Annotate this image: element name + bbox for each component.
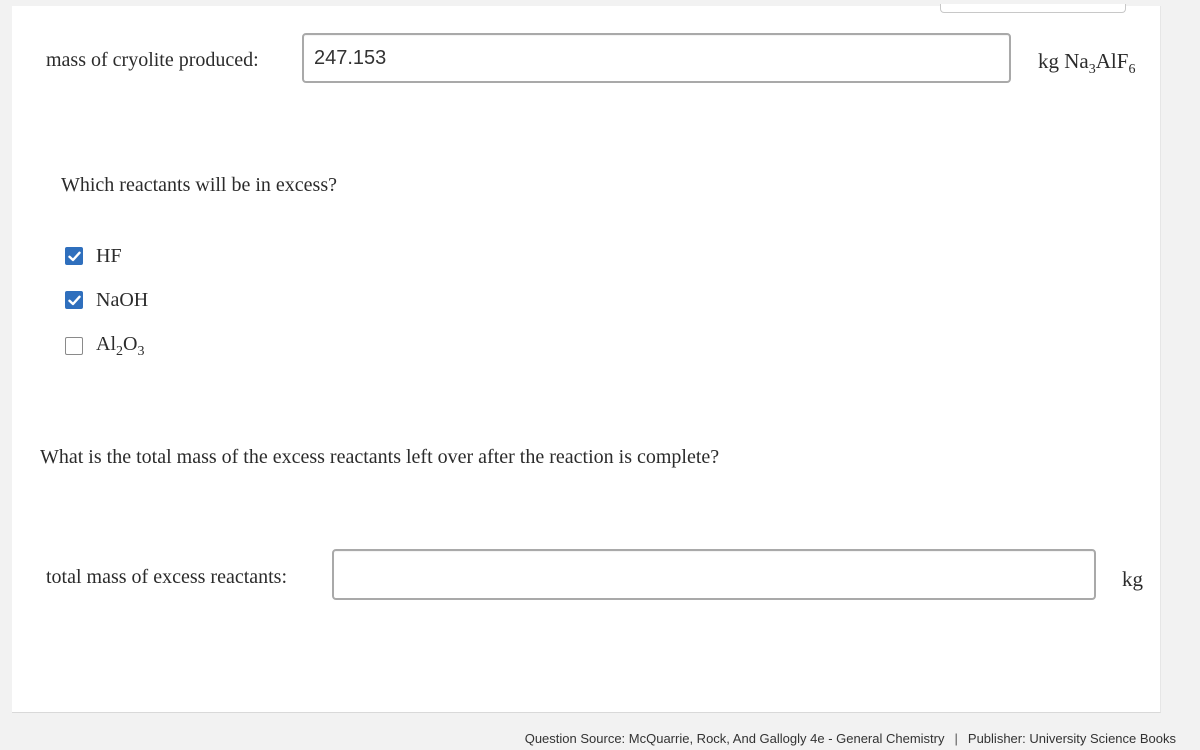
mass-question-text: What is the total mass of the excess reactants left over after the reaction is complete? [40,446,720,468]
checkmark-icon [68,295,81,306]
al2o3-main: Al [96,332,116,355]
naoh-label: NaOH [96,288,149,311]
hf-label: HF [96,244,122,267]
checkmark-icon [68,251,81,262]
al2o3-label [96,333,144,360]
naoh-checkbox[interactable] [65,291,83,309]
footer-separator: | [954,731,958,746]
excess-question-text: Which reactants will be in excess? [61,174,337,196]
cryolite-unit-prefix: kg Na [1038,49,1089,73]
cryolite-mass-input[interactable] [302,33,1011,83]
footer [525,731,1176,746]
option-hf[interactable] [65,244,122,268]
al2o3-checkbox[interactable] [65,337,83,355]
al2o3-sub1: 2 [116,343,123,359]
option-al2o3[interactable] [65,334,144,358]
hf-checkbox[interactable] [65,247,83,265]
question-source: Question Source: McQuarrie, Rock, And Gallogly 4e - General Chemistry [524,731,945,746]
cryolite-unit-sub1: 3 [1088,62,1096,77]
excess-mass-unit: kg [1122,567,1143,591]
top-tab [940,4,1126,13]
cryolite-unit [1038,49,1135,78]
publisher: Publisher: University Science Books [967,731,1176,746]
excess-mass-input[interactable] [332,549,1096,600]
al2o3-mid: O [123,332,138,355]
option-naoh[interactable] [65,288,148,312]
cryolite-unit-sub2: 6 [1128,62,1136,77]
question-card [12,6,1161,713]
cryolite-mass-label: mass of cryolite produced: [46,49,259,71]
cryolite-unit-mid: AlF [1095,49,1129,73]
excess-mass-label: total mass of excess reactants: [46,566,288,588]
al2o3-sub2: 3 [137,343,145,359]
